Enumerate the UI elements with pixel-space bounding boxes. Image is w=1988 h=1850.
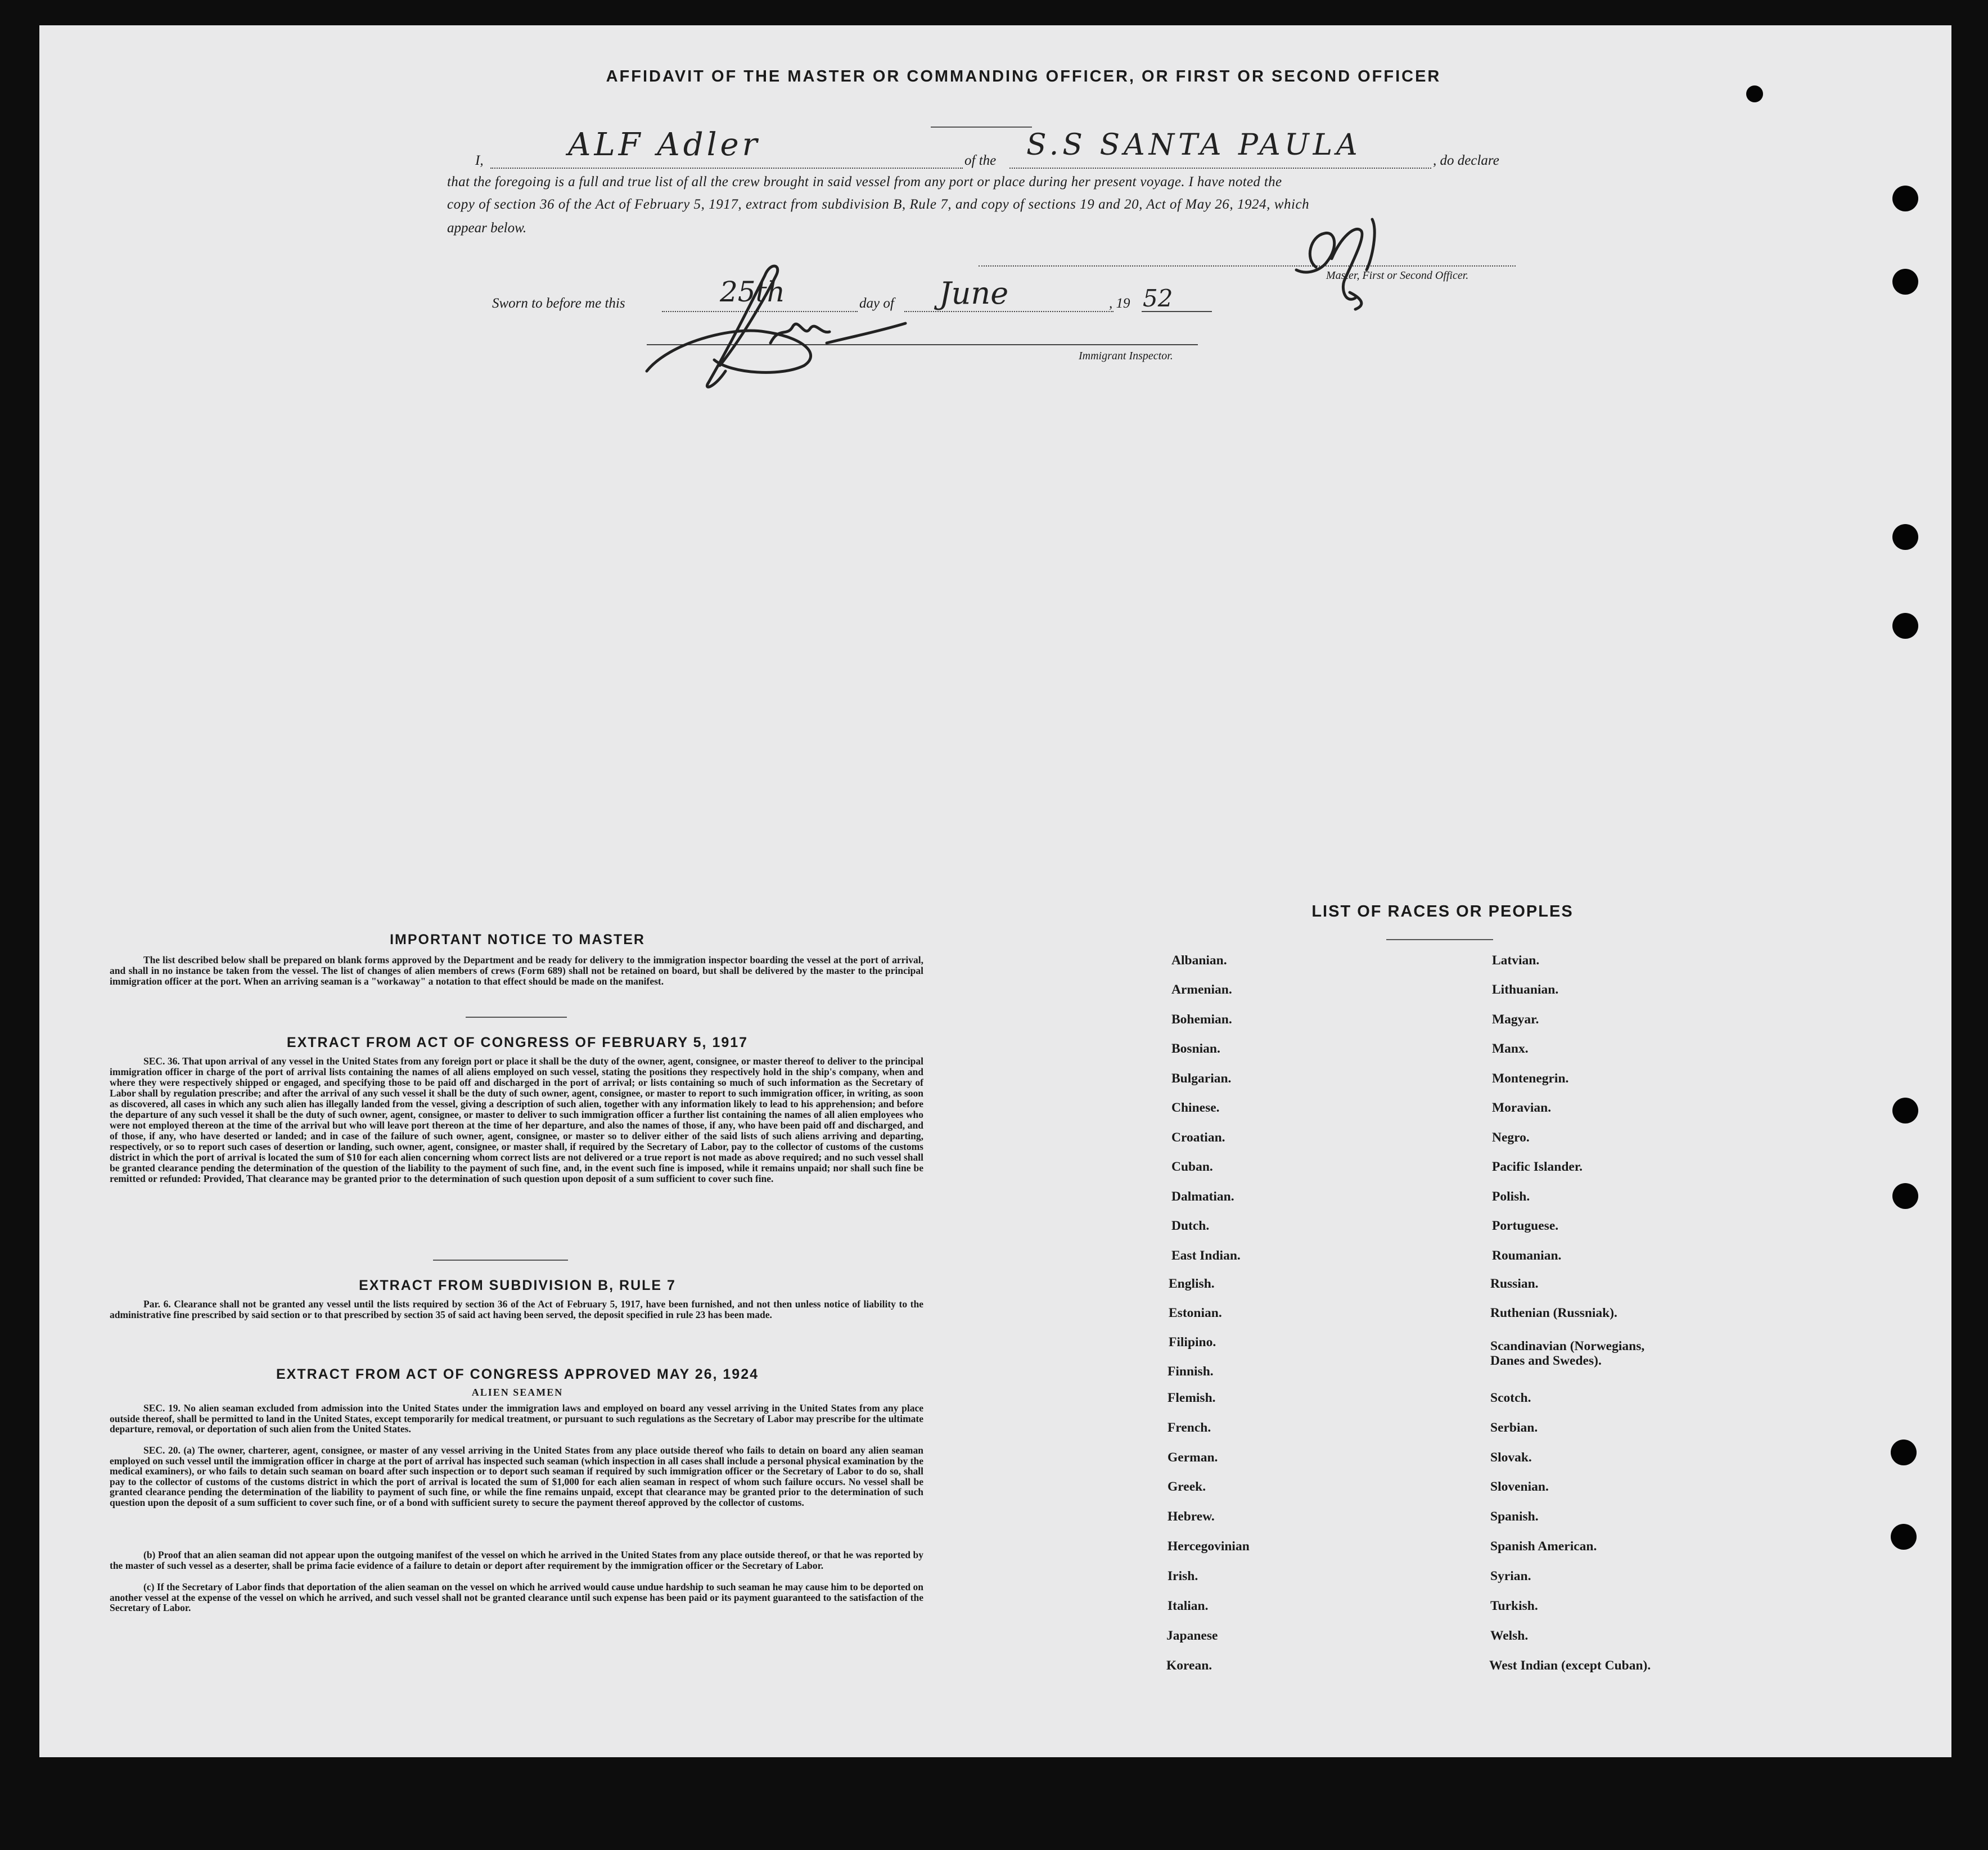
- affidavit-text-3: appear below.: [447, 220, 527, 236]
- race-left-german: German.: [1167, 1450, 1218, 1465]
- race-right-lithuanian: Lithuanian.: [1492, 982, 1559, 997]
- race-right-polish: Polish.: [1492, 1189, 1530, 1204]
- vessel-name: S.S SANTA PAULA: [1026, 128, 1362, 162]
- race-left-dutch: Dutch.: [1171, 1219, 1210, 1233]
- race-left-korean: Korean.: [1166, 1658, 1212, 1673]
- race-right-latvian: Latvian.: [1492, 953, 1540, 968]
- name-line: [490, 168, 963, 169]
- race-right-west-indian: West Indian (except Cuban).: [1489, 1658, 1651, 1673]
- race-right-syrian: Syrian.: [1490, 1569, 1531, 1583]
- race-right-slovak: Slovak.: [1490, 1450, 1532, 1465]
- i-label: I,: [475, 153, 484, 168]
- race-right-scotch: Scotch.: [1490, 1391, 1531, 1405]
- race-left-estonian: Estonian.: [1169, 1306, 1222, 1320]
- race-right-magyar: Magyar.: [1492, 1012, 1539, 1027]
- extract-1924-title: EXTRACT FROM ACT OF CONGRESS APPROVED MAY 26, 1924: [276, 1366, 759, 1382]
- race-left-greek: Greek.: [1167, 1479, 1206, 1494]
- notice-rule: [466, 1017, 567, 1018]
- race-right-roumanian: Roumanian.: [1492, 1248, 1562, 1263]
- sec20a-text: SEC. 20. (a) The owner, charterer, agent, consignee, or master of any vessel arriving in the United States from any place outside thereof who fails to detain on board any alien seaman employed on such vessel until the immigration officer in charge at the port of arrival has inspected such seaman (which inspection in all cases shall include a personal physical examination by the medical examiners), or who fails to detain such seaman on board after such inspection or to deport such seaman if required by such immigration officer or the Secretary of Labor to do so, shall pay to the collector of customs of the customs district in which the port of arrival is located the sum of $1,000 for each alien seaman in respect of whom such failure occurs. No vessel shall be granted clearance pending the determination of the liability to payment of such fine, or while the fine remains unpaid, except that clearance may be granted prior to the determination of such question upon the deposit of a sum sufficient to cover such fine, or of a bond with sufficient surety to secure the payment thereof approved by the collector of customs.: [110, 1445, 923, 1508]
- sec19-text: SEC. 19. No alien seaman excluded from admission into the United States under the immigration laws and employed on board any vessel arriving in the United States from any place outside thereof, shall be permitted to land in the United States, except temporarily for medical treatment, or pursuant to such regulations as the Secretary of Labor may prescribe for the ultimate departure, removal, or deportation of such alien from the United States.: [110, 1402, 923, 1435]
- race-left-bosnian: Bosnian.: [1171, 1041, 1220, 1056]
- race-right-slovenian: Slovenian.: [1490, 1479, 1549, 1494]
- race-left-hercegovinian: Hercegovinian: [1167, 1539, 1250, 1554]
- binder-hole: [1746, 85, 1763, 102]
- race-left-flemish: Flemish.: [1167, 1391, 1216, 1405]
- race-left-filipino: Filipino.: [1169, 1335, 1216, 1350]
- master-name: ALF Adler: [568, 127, 761, 163]
- title-rule: [931, 127, 1032, 128]
- sworn-label: Sworn to before me this: [492, 296, 625, 311]
- race-left-italian: Italian.: [1167, 1599, 1209, 1613]
- notice-title: IMPORTANT NOTICE TO MASTER: [390, 932, 645, 947]
- binder-hole: [1892, 613, 1918, 639]
- year-prefix: , 19: [1109, 296, 1130, 311]
- races-title: LIST OF RACES OR PEOPLES: [1311, 903, 1574, 921]
- extract-1917-text: SEC. 36. That upon arrival of any vessel in the United States from any foreign port or place it shall be the duty of the owner, agent, consignee, or master thereof to deliver to the principal immigration officer in charge of the port of arrival lists containing the names of all aliens employed on such vessel, stating the positions they respectively hold in the ship's company, when and where they were respectively shipped or engaged, and specifying those to be paid off and discharged in the port of arrival; or lists containing so much of such information as the Secretary of Labor shall by regulation prescribe; and after the arrival of any such vessel it shall be the duty of such owner, agent, consignee, or master to report to such immigration officer, in writing, as soon as discovered, all cases in which any such alien has illegally landed from the vessel, giving a description of such alien, together with any information likely to lead to his apprehension; and before the departure of any such vessel it shall be the duty of such owner, agent, consignee, or master to deliver to such immigration officer a further list containing the names of all alien employees who were not employed thereon at the time of the arrival but who will leave port thereon at the time of her departure, and also the names of those, if any, who have been paid off and discharged, and of those, if any, who have deserted or landed; and in case of the failure of such owner, agent, consignee, or master so to deliver either of the said lists of such aliens arriving and departing, respectively, or so to report such cases of desertion or landing, such owner, agent, consignee, or master shall, if required by the Secretary of Labor, pay to the collector of customs of the customs district in which the port of arrival is located the sum of $10 for each alien concerning whom correct lists are not delivered or a true report is not made as above required; and no such vessel shall be granted clearance pending the determination of the question of the liability to the payment of such fine, and, in the event such fine is imposed, while it remains unpaid; nor shall such fine be remitted or refunded: Provided, That clearance may be granted prior to the determination of such question upon deposit of a sum sufficient to cover such fine.: [110, 1055, 923, 1184]
- sworn-day: 25th: [720, 276, 785, 308]
- race-right-welsh: Welsh.: [1490, 1628, 1529, 1643]
- race-right-pacific-islander: Pacific Islander.: [1492, 1159, 1583, 1174]
- binder-hole: [1892, 186, 1918, 211]
- of-the-label: of the: [964, 153, 997, 168]
- extract-rule7-text: Par. 6. Clearance shall not be granted any vessel until the lists required by section 36 of the Act of February 5, 1917, have been furnished, and not then unless notice of liability to the administrative fine prescribed by said section or to that prescribed by section 35 of said act having been served, the deposit specified in rule 23 has been made.: [110, 1298, 923, 1320]
- officer-caption: Master, First or Second Officer.: [1326, 269, 1469, 282]
- extract-1917-rule: [433, 1260, 568, 1261]
- inspector-signature: [635, 259, 950, 394]
- do-declare: , do declare: [1433, 153, 1499, 168]
- race-left-east-indian: East Indian.: [1171, 1248, 1241, 1263]
- binder-hole: [1891, 1524, 1917, 1550]
- affidavit-title: AFFIDAVIT OF THE MASTER OR COMMANDING OFFICER, OR FIRST OR SECOND OFFICER: [606, 67, 1441, 85]
- race-left-dalmatian: Dalmatian.: [1171, 1189, 1234, 1204]
- race-right-turkish: Turkish.: [1490, 1599, 1538, 1613]
- race-left-bohemian: Bohemian.: [1171, 1012, 1232, 1027]
- affidavit-text-2: copy of section 36 of the Act of February 5, 1917, extract from subdivision B, Rule 7, and copy of sections 19 and 20, Act of May 26, 1924, which: [447, 197, 1310, 212]
- race-left-croatian: Croatian.: [1171, 1130, 1225, 1145]
- race-left-english: English.: [1169, 1276, 1215, 1291]
- vessel-line: [1009, 168, 1431, 169]
- binder-hole: [1891, 1440, 1917, 1465]
- notice-text: The list described below shall be prepared on blank forms approved by the Department and be ready for delivery to the immigration inspector boarding the vessel at the port of arrival, and shall in no instance be taken from the vessel. The list of changes of alien members of crews (Form 689) shall not be retained on board, but shall be delivered by the master to the principal immigration officer at the port. When an arriving seaman is a "workaway" a notation to that effect should be made on the manifest.: [110, 954, 923, 987]
- race-left-chinese: Chinese.: [1171, 1100, 1220, 1115]
- race-left-finnish: Finnish.: [1167, 1364, 1214, 1379]
- race-left-bulgarian: Bulgarian.: [1171, 1071, 1232, 1086]
- race-right-portuguese: Portuguese.: [1492, 1219, 1559, 1233]
- race-right-scandinavian: Scandinavian (Norwegians, Danes and Swedes).: [1490, 1339, 1645, 1368]
- race-right-spanish: Spanish.: [1490, 1509, 1539, 1524]
- race-right-serbian: Serbian.: [1490, 1420, 1538, 1435]
- sec20b-text: (b) Proof that an alien seaman did not appear upon the outgoing manifest of the vessel on which he arrived in the United States from any place outside thereof, or that he was reported by the master of such vessel as a deserter, shall be prima facie evidence of a failure to detain or deport after requirement by the immigration officer or the Secretary of Labor.: [110, 1549, 923, 1571]
- binder-hole: [1892, 269, 1918, 295]
- race-left-french: French.: [1167, 1420, 1211, 1435]
- race-left-japanese: Japanese: [1166, 1628, 1218, 1643]
- year-line: [1142, 311, 1212, 312]
- inspector-caption: Immigrant Inspector.: [1079, 350, 1173, 362]
- sworn-month: June: [939, 276, 1009, 311]
- alien-seamen-label: ALIEN SEAMEN: [471, 1387, 564, 1398]
- binder-hole: [1892, 1098, 1918, 1123]
- race-right-ruthenian: Ruthenian (Russniak).: [1490, 1306, 1617, 1320]
- race-left-hebrew: Hebrew.: [1167, 1509, 1215, 1524]
- race-right-negro: Negro.: [1492, 1130, 1530, 1145]
- binder-hole: [1892, 524, 1918, 550]
- binder-hole: [1892, 1183, 1918, 1209]
- day-of-label: day of: [859, 296, 894, 311]
- race-right-moravian: Moravian.: [1492, 1100, 1552, 1115]
- race-right-spanish-american: Spanish American.: [1490, 1539, 1597, 1554]
- extract-rule7-title: EXTRACT FROM SUBDIVISION B, RULE 7: [359, 1278, 676, 1293]
- race-left-cuban: Cuban.: [1171, 1159, 1213, 1174]
- race-left-armenian: Armenian.: [1171, 982, 1232, 997]
- race-right-russian: Russian.: [1490, 1276, 1539, 1291]
- race-right-manx: Manx.: [1492, 1041, 1529, 1056]
- sec20c-text: (c) If the Secretary of Labor finds that deportation of the alien seaman on the vessel on which he arrived would cause undue hardship to such seaman he may cause him to be deported on another vessel at the expense of the vessel on which he arrived, and such vessel shall not be granted clearance until such expense has been paid or its payment guaranteed to the satisfaction of the Secretary of Labor.: [110, 1581, 923, 1614]
- races-title-rule: [1386, 939, 1493, 940]
- race-left-albanian: Albanian.: [1171, 953, 1227, 968]
- officer-signature: [1282, 214, 1417, 315]
- affidavit-text-1: that the foregoing is a full and true list of all the crew brought in said vessel from any port or place during her present voyage. I have noted the: [447, 174, 1282, 189]
- race-right-montenegrin: Montenegrin.: [1492, 1071, 1569, 1086]
- extract-1917-title: EXTRACT FROM ACT OF CONGRESS OF FEBRUARY 5, 1917: [286, 1035, 749, 1050]
- sworn-year: 52: [1143, 285, 1173, 312]
- race-left-irish: Irish.: [1167, 1569, 1198, 1583]
- officer-signature-line: [979, 265, 1516, 267]
